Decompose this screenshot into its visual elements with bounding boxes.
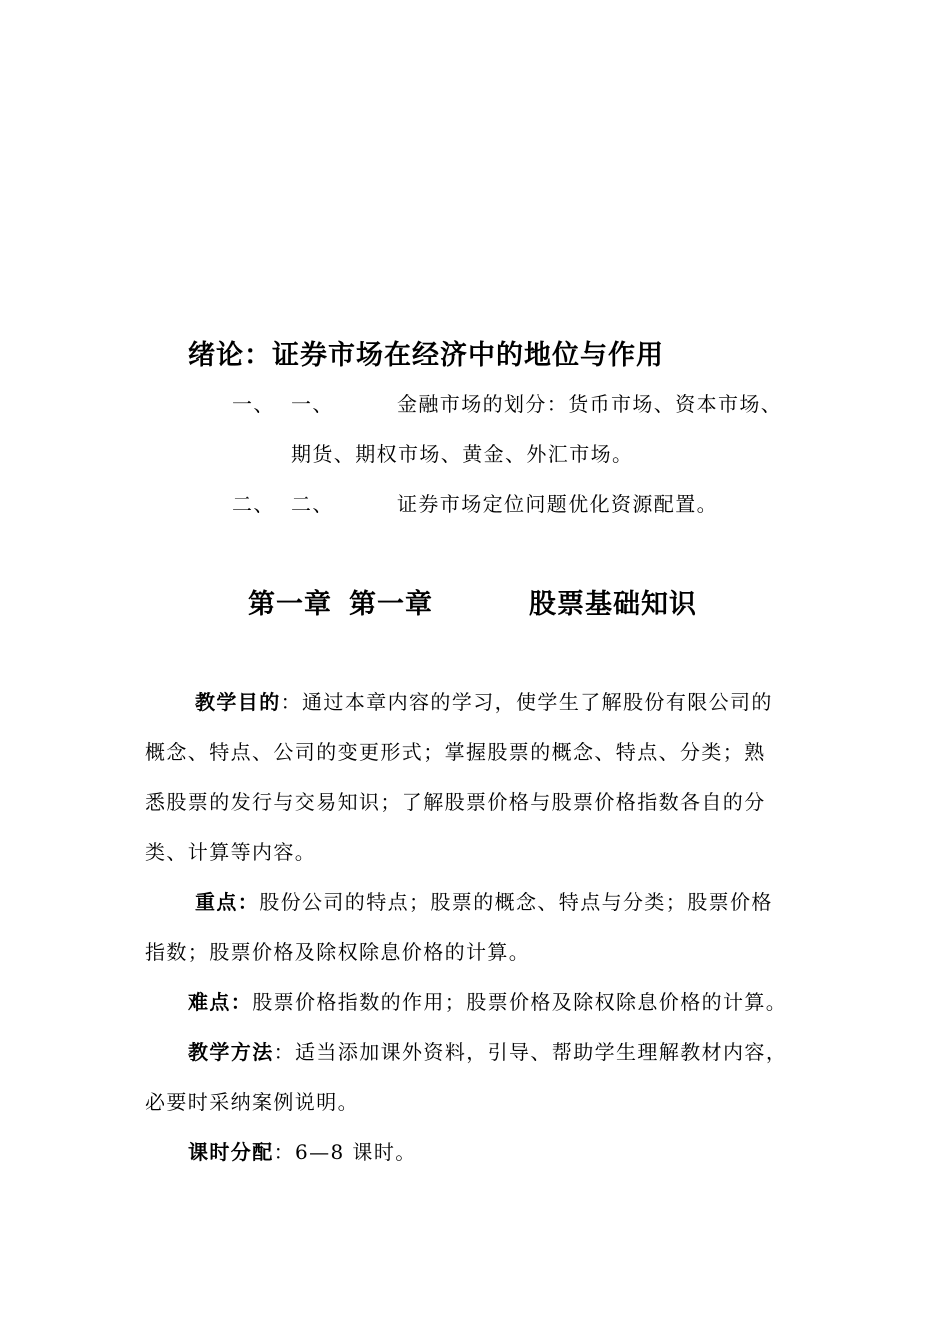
objective-label: 教学目的	[195, 690, 281, 714]
difficulties-line-1	[188, 986, 787, 1015]
key-points-label: 重点：	[195, 890, 260, 914]
key-points-line-1	[195, 886, 773, 915]
key-points-text-1: 股份公司的特点；股票的概念、特点与分类；股票价格	[259, 890, 773, 914]
intro-item-1-number-b: 一、	[291, 392, 334, 416]
methods-line-2: 必要时采纳案例说明。	[145, 1090, 359, 1114]
objective-line-4: 类、计算等内容。	[145, 840, 317, 864]
methods-label: 教学方法	[188, 1040, 274, 1064]
chapter-label-b: 第一章	[349, 589, 433, 620]
objective-line-2: 概念、特点、公司的变更形式；掌握股票的概念、特点、分类；熟	[145, 740, 766, 764]
objective-colon: ：	[280, 690, 303, 714]
difficulties-text-1: 股票价格指数的作用；股票价格及除权除息价格的计算。	[252, 990, 788, 1014]
chapter-label-a: 第一章	[248, 589, 332, 620]
objective-line-1	[195, 686, 773, 715]
intro-item-1-text: 金融市场的划分：货币市场、资本市场、	[397, 392, 783, 416]
key-points-line-2: 指数；股票价格及除权除息价格的计算。	[145, 940, 531, 964]
methods-line-1	[188, 1036, 787, 1065]
intro-item-2-text: 证券市场定位问题优化资源配置。	[397, 492, 718, 516]
intro-title: 绪论：证券市场在经济中的地位与作用	[188, 340, 664, 371]
intro-item-2-number-a: 二、	[232, 492, 275, 516]
intro-item-1-number-a: 一、	[232, 392, 275, 416]
intro-item-1-continuation: 期货、期权市场、黄金、外汇市场。	[291, 442, 634, 466]
hours-colon: ：	[273, 1140, 296, 1164]
intro-item-2-number-b: 二、	[291, 492, 334, 516]
hours-label: 课时分配	[188, 1140, 274, 1164]
objective-text-1: 通过本章内容的学习，使学生了解股份有限公司的	[302, 690, 773, 714]
methods-colon: ：	[273, 1040, 296, 1064]
chapter-title: 股票基础知识	[529, 589, 697, 620]
hours-text-1: 6—8 课时。	[295, 1140, 417, 1164]
difficulties-label: 难点：	[188, 990, 253, 1014]
objective-line-3: 悉股票的发行与交易知识；了解股票价格与股票价格指数各自的分	[145, 790, 766, 814]
methods-text-1: 适当添加课外资料，引导、帮助学生理解教材内容，	[295, 1040, 788, 1064]
hours-line-1	[188, 1136, 417, 1165]
